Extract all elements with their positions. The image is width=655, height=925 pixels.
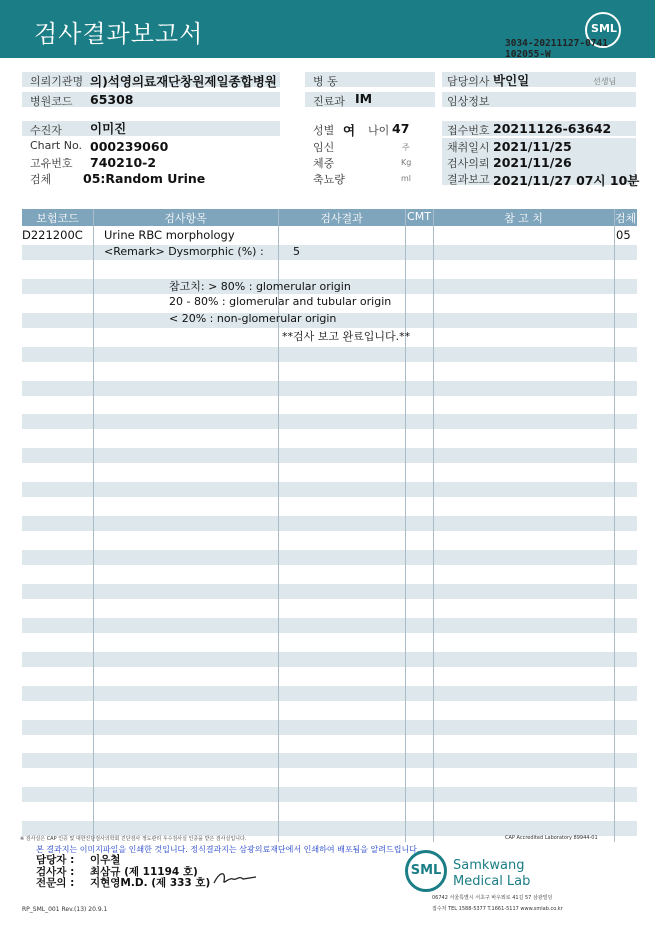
request-label: 검사의뢰 — [447, 157, 490, 170]
urine-volume-label: 축뇨량 — [313, 173, 345, 186]
table-row-band — [22, 448, 637, 463]
table-row-band — [22, 584, 637, 599]
image-print-notice: 본 결과지는 이미지파일을 인쇄한 것입니다. 정식결과지는 삼광의료재단에서 인쇄하여 배포됨을 알려드립니다. — [36, 845, 420, 854]
weight-label: 체중 — [313, 157, 335, 170]
test-item-value: Urine RBC morphology — [104, 228, 235, 242]
specimen-value: 05:Random Urine — [83, 171, 206, 186]
hospital-label: 의뢰기관명 — [30, 75, 84, 88]
request-value: 2021/11/26 — [493, 155, 572, 170]
id-label: 고유번호 — [30, 157, 73, 170]
dept-label: 진료과 — [313, 95, 345, 108]
report-number: 3034-20211127-0741 102055-W — [505, 38, 608, 60]
reporter-value: 이우철 — [90, 854, 121, 866]
specimen-code-value: 05 — [616, 228, 631, 242]
form-code: RP_SML_001 Rev.(13) 20.9.1 — [22, 906, 108, 913]
table-row-band — [22, 381, 637, 396]
table-row-band — [22, 787, 637, 802]
table-row-band — [22, 652, 637, 667]
receipt-label: 접수번호 — [447, 124, 490, 137]
cap-accreditation: CAP Accredited Laboratory 89944-01 — [505, 835, 598, 841]
reference-line: 20 - 80% : glomerular and tubular origin — [169, 295, 392, 308]
table-row-band — [22, 347, 637, 362]
hospital-code-value: 65308 — [90, 92, 134, 107]
sex-value: 여 — [343, 123, 356, 138]
specimen-label: 검체 — [30, 173, 52, 186]
pregnancy-unit: 주 — [402, 143, 410, 152]
doctor-label: 담당의사 — [447, 75, 490, 88]
insurance-code-value: D221200C — [22, 228, 83, 242]
table-row-band — [22, 550, 637, 565]
urine-volume-unit: ml — [401, 174, 412, 183]
accreditation-note: ※ 검사실은 CAP 인증 및 대한진단검사의학회 진단검사 정도관리 우수검사실 인증을 받은 검사실입니다. — [20, 836, 247, 842]
column-divider — [405, 209, 406, 842]
table-row-band — [22, 821, 637, 836]
table-row-band — [22, 516, 637, 531]
receipt-value: 20211126-63642 — [493, 121, 612, 136]
reporter-label: 담당자 : — [36, 854, 75, 866]
reference-line: 참고치: > 80% : glomerular origin — [169, 280, 351, 293]
collect-label: 채취일시 — [447, 141, 490, 154]
signature-icon — [212, 868, 258, 888]
doctor-value: 박인일 — [493, 73, 530, 88]
table-row-band — [22, 720, 637, 735]
specialist-label: 전문의 : — [36, 877, 75, 889]
tester-label: 검사자 : — [36, 866, 75, 878]
result-date-label: 결과보고 — [447, 173, 490, 186]
collect-value: 2021/11/25 — [493, 139, 572, 154]
patient-label: 수진자 — [30, 124, 62, 137]
table-row-band — [22, 686, 637, 701]
dept-value: IM — [355, 91, 373, 106]
remark-label: <Remark> Dysmorphic (%) : — [104, 245, 264, 258]
table-row-band — [22, 618, 637, 633]
reference-line: < 20% : non-glomerular origin — [169, 312, 337, 325]
specialist-value: 지현영M.D. (제 333 호) — [90, 877, 211, 889]
sex-label: 성별 — [313, 124, 335, 137]
col-insurance-code: 보험코드 — [36, 212, 79, 225]
lab-name: Samkwang Medical Lab — [453, 858, 531, 889]
clinical-label: 임상정보 — [447, 95, 490, 108]
ward-label: 병 동 — [313, 75, 338, 88]
tester-value: 최삼규 (제 11194 호) — [90, 866, 198, 878]
table-row-band — [22, 482, 637, 497]
result-date-value: 2021/11/27 07시 10분 — [493, 173, 640, 188]
column-divider — [93, 209, 94, 842]
age-value: 47 — [392, 121, 410, 136]
col-result: 검사결과 — [320, 212, 363, 225]
report-title: 검사결과보고서 — [34, 20, 204, 48]
remark-value: 5 — [293, 245, 300, 258]
report-complete-note: **검사 보고 완료입니다.** — [282, 330, 411, 343]
hospital-code-label: 병원코드 — [30, 95, 73, 108]
weight-unit: Kg — [401, 158, 412, 167]
column-divider — [433, 209, 434, 842]
table-row-band — [22, 414, 637, 429]
chart-value: 000239060 — [90, 139, 169, 154]
hospital-value: 의)석영의료재단창원제일종합병원 — [90, 74, 277, 89]
lab-address: 06742 서울특별시 서초구 바우뫼로 41길 57 삼광빌딩 — [432, 895, 553, 901]
doctor-suffix: 선생님 — [593, 77, 617, 86]
chart-label: Chart No. — [30, 139, 82, 152]
col-reference: 참 고 치 — [504, 212, 543, 225]
col-specimen: 검체 — [614, 212, 637, 225]
samkwang-logo-text: SML — [410, 863, 442, 878]
col-test-item: 검사항목 — [164, 212, 207, 225]
id-value: 740210-2 — [90, 155, 157, 170]
age-label: 나이 — [368, 124, 390, 137]
col-cmt: CMT — [407, 210, 431, 223]
pregnancy-label: 임신 — [313, 141, 335, 154]
lab-contact: 접수처 TEL 1588-5377 T.1661-5117 www.smlab.co.kr — [432, 906, 563, 912]
column-divider — [614, 209, 615, 842]
table-row-band — [22, 753, 637, 768]
patient-value: 이미진 — [90, 121, 127, 136]
sml-logo-text: SML — [591, 22, 617, 35]
